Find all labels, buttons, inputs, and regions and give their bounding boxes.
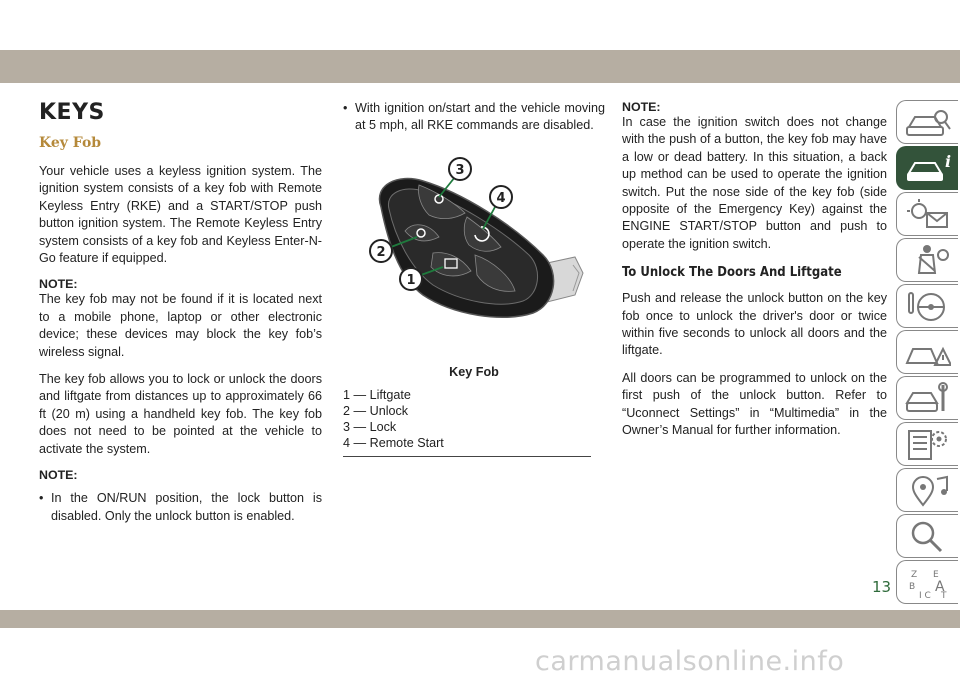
column-middle: [343, 100, 605, 457]
legend-divider: [343, 456, 591, 457]
column-left: [39, 100, 322, 535]
legend-item: 4 — Remote Start: [343, 436, 444, 451]
tab-customer-assistance[interactable]: [896, 514, 958, 558]
battery-note-text: In case the ignition switch does not change with the push of a button, the key fob may have a low or dead battery. In this situation, a back up method can be used to operate the ignition switch. Put the nose side of the key fob (side opposite of the Emergency Key) against the ENGINE START/STOP button and push to operate the ignition switch.: [622, 115, 887, 251]
tab-getting-to-know-instrument-panel[interactable]: [896, 146, 958, 190]
figure-legend: [343, 387, 605, 457]
index-letters-icon: [905, 565, 951, 601]
callout-2: 2: [376, 244, 386, 260]
svg-text:Z: Z: [911, 570, 918, 580]
tab-technical-specifications[interactable]: [896, 422, 958, 466]
figure-caption: Key Fob: [449, 364, 499, 379]
tab-safety[interactable]: [896, 238, 958, 282]
section-title: KEYS: [39, 100, 105, 125]
footer-band: [0, 610, 960, 628]
legend-item: 2 — Unlock: [343, 404, 409, 419]
key-fob-illustration: [343, 145, 605, 355]
note-text: The key fob may not be found if it is located next to a mobile phone, laptop or other electronic device; these devices may block the key fob’s wireless signal.: [39, 292, 322, 359]
specs-gear-icon: [905, 427, 951, 463]
note-label-3: NOTE:: [622, 100, 661, 114]
car-info-icon: [905, 151, 951, 187]
svg-text:i: i: [945, 152, 951, 171]
tab-getting-to-know-vehicle[interactable]: [896, 100, 958, 144]
callout-1: 1: [406, 272, 416, 288]
safety-airbag-icon: [905, 243, 951, 279]
unlock-paragraph: Push and release the unlock button on the key fob once to unlock the driver's door or twice within five seconds to unlock all doors and the liftgate.: [622, 291, 887, 358]
multimedia-icon: [905, 473, 951, 509]
range-paragraph: The key fob allows you to lock or unlock the doors and liftgate from distances up to approximately 66 ft (20 m) using a handheld key fob. The key fob does not need to be pointed at the vehicle to activate the system.: [39, 372, 322, 456]
service-car-icon: [905, 381, 951, 417]
tab-warning-lights[interactable]: [896, 192, 958, 236]
tab-servicing-and-maintenance[interactable]: [896, 376, 958, 420]
bullet-dot: •: [343, 101, 348, 115]
bullet-on-run: [39, 490, 322, 525]
header-band: [0, 50, 960, 83]
programming-paragraph: All doors can be programmed to unlock on the first push of the unlock button. Refer to “Uconnect Settings” in “Multimedia” in the Owner’s Manual for further information.: [622, 370, 887, 438]
section-subtitle: Key Fob: [39, 135, 102, 151]
key-fob-figure: [343, 145, 605, 355]
callout-4: 4: [496, 190, 506, 206]
svg-text:A: A: [935, 579, 945, 595]
bullet-text: With ignition on/start and the vehicle moving at 5 mph, all RKE commands are disabled.: [355, 101, 605, 133]
watermark: carmanualsonline.info: [535, 646, 845, 677]
emergency-triangle-icon: [905, 335, 951, 371]
tab-multimedia[interactable]: [896, 468, 958, 512]
steering-wheel-icon: [905, 289, 951, 325]
tab-in-case-of-emergency[interactable]: [896, 330, 958, 374]
tab-starting-and-operating[interactable]: [896, 284, 958, 328]
warning-lights-icon: [905, 197, 951, 233]
note-label: NOTE:: [39, 277, 78, 292]
svg-text:B: B: [909, 582, 916, 592]
legend-item: 3 — Lock: [343, 420, 397, 435]
car-inspect-icon: [905, 105, 951, 141]
bullet-dot: •: [39, 491, 44, 506]
legend-item: 1 — Liftgate: [343, 387, 411, 402]
intro-paragraph: Your vehicle uses a keyless ignition system. The ignition system consists of a key fob with Remote Keyless Entry (RKE) and a START/STOP push button ignition system. The Remote Keyless Entry system consists of a key fob and Keyless Enter-N-Go feature if equipped.: [39, 164, 322, 266]
svg-text:E: E: [933, 570, 939, 580]
bullet-text: In the ON/RUN position, the lock button is disabled. Only the unlock button is enabled.: [51, 491, 322, 523]
svg-text:I C: I C: [919, 591, 931, 601]
bullet-moving: [343, 100, 605, 135]
svg-text:T: T: [941, 591, 947, 601]
note-label-2: NOTE:: [39, 468, 78, 483]
search-icon: [905, 519, 951, 555]
page-number: 13: [872, 578, 892, 596]
tab-index[interactable]: [896, 560, 958, 604]
column-right: [622, 100, 887, 450]
unlock-heading: To Unlock The Doors And Liftgate: [622, 265, 842, 281]
callout-3: 3: [455, 162, 465, 178]
